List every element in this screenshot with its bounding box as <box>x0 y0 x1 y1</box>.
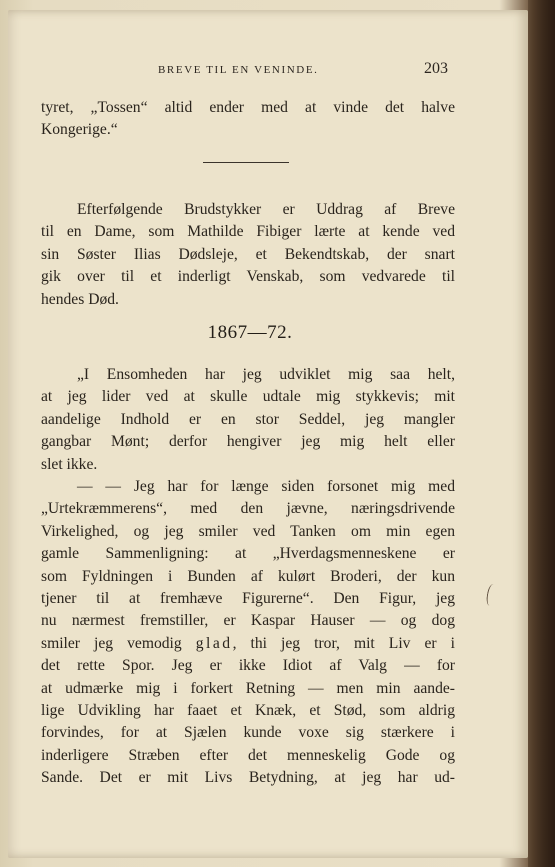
text-line: lige Udvikling har faaet et Knæk, et Stød, som aldrig <box>41 702 455 720</box>
text-line: inderligere Stræben efter det menneskelig Gode og <box>41 746 455 764</box>
text-line: som Fyldningen i Bunden af kulørt Broderi, der kun <box>41 567 455 585</box>
text-line: Efterfølgende Brudstykker er Uddrag af Breve <box>77 201 455 218</box>
text-line: Kongerige.“ <box>41 121 118 139</box>
text-line: gamle Sammenligning: at „Hverdagsmenneskene er <box>41 545 455 563</box>
text-line: — — Jeg har for længe siden forsonet mig med <box>77 478 455 495</box>
text-line: at jeg lider ved at skulle udtale mig stykkevis; mit <box>41 388 455 406</box>
running-head: BREVE TIL EN VENINDE. <box>158 64 319 76</box>
text-line: sin Søster Ilias Dødsleje, et Bekendtskab, der snart <box>41 245 455 263</box>
text-line: slet ikke. <box>41 455 98 473</box>
paragraph-continuation <box>41 97 455 142</box>
letter-paragraph-1 <box>41 364 455 476</box>
page-number: 203 <box>424 60 448 77</box>
text-line: gik over til et inderligt Venskab, som vedvarede til <box>41 268 455 286</box>
section-heading: 1867—72. <box>207 322 293 343</box>
text-fragment: smiler jeg vemodig <box>41 634 182 652</box>
text-line: gangbar Mønt; derfor hengiver jeg mig helt eller <box>41 433 455 451</box>
text-line: „Urtekræmmerens“, med den jævne, næringsdrivende <box>41 500 455 518</box>
text-line: aandelige Indhold er en stor Seddel, jeg mangler <box>41 410 455 428</box>
text-line <box>41 633 455 655</box>
text-line: det rette Spor. Jeg er ikke Idiot af Valg — for <box>41 657 455 675</box>
section-divider-rule <box>203 162 289 163</box>
text-line: til en Dame, som Mathilde Fibiger lærte at kende ved <box>41 223 455 241</box>
text-line: hendes Død. <box>41 290 119 308</box>
text-line: forvindes, for at Sjælen kunde voxe sig stærkere i <box>41 724 455 742</box>
emphasized-word: glad <box>195 634 233 652</box>
text-line: „I Ensomheden har jeg udviklet mig saa helt, <box>77 366 455 383</box>
text-line: Virkelighed, og jeg smiler ved Tanken om min egen <box>41 522 455 540</box>
text-line: at udmærke mig i forkert Retning — men min aande- <box>41 679 455 697</box>
text-line: tyret, „Tossen“ altid ender med at vinde det halve <box>41 99 455 116</box>
book-spine-shadow <box>528 0 555 867</box>
letter-paragraph-2 <box>41 476 455 790</box>
text-line: tjener til at fremhæve Figurerne“. Den Figur, jeg <box>41 590 455 608</box>
text-line: Sande. Det er mit Livs Betydning, at jeg har ud- <box>41 769 455 787</box>
text-line: nu nærmest fremstiller, er Kaspar Hauser — og dog <box>41 612 455 630</box>
text-fragment: , thi jeg tror, mit Liv er i <box>232 634 455 652</box>
paragraph-introduction <box>41 199 455 311</box>
